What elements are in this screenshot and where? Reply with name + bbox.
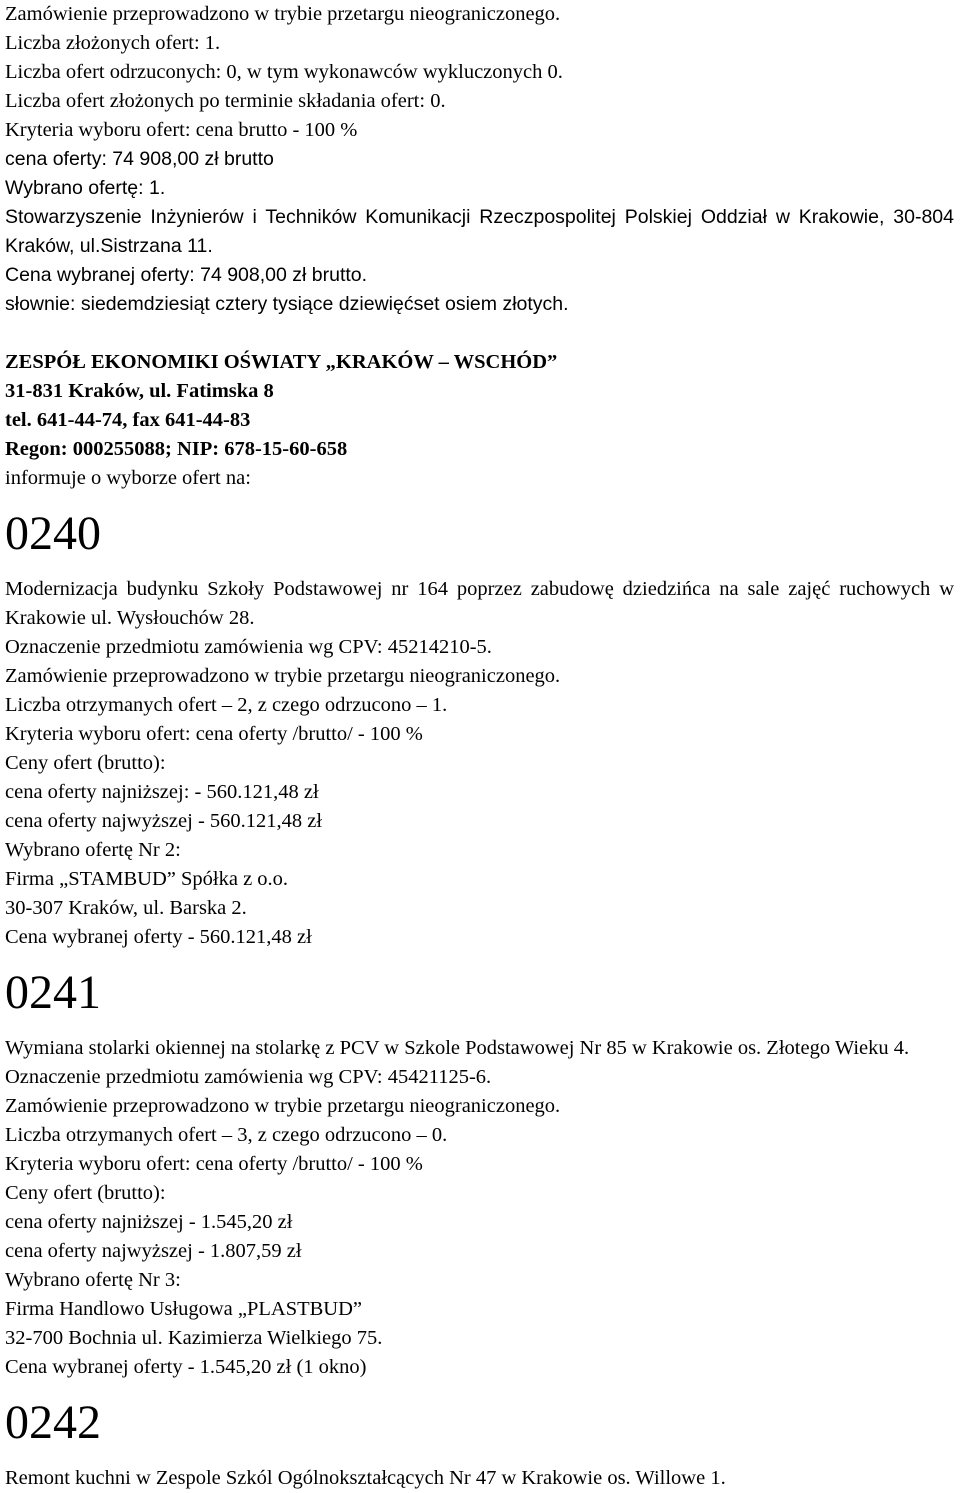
highest-price-line: cena oferty najwyższej - 1.807,59 zł bbox=[5, 1240, 302, 1262]
section-0242 bbox=[5, 1394, 954, 1493]
procedure-mode-line: Zamówienie przeprowadzono w trybie przetargu nieograniczonego. bbox=[5, 3, 561, 25]
prices-heading: Ceny ofert (brutto): bbox=[5, 752, 166, 774]
offers-rejected-line: Liczba ofert odrzuconych: 0, w tym wykonawców wykluczonych 0. bbox=[5, 61, 563, 83]
firm-address-line: 30-307 Kraków, ul. Barska 2. bbox=[5, 897, 247, 919]
procedure-mode-line: Zamówienie przeprowadzono w trybie przetargu nieograniczonego. bbox=[5, 665, 561, 687]
section-number: 0241 bbox=[5, 966, 101, 1019]
criteria-line: Kryteria wyboru ofert: cena oferty /brutto/ - 100 % bbox=[5, 723, 423, 745]
cpv-line: Oznaczenie przedmiotu zamówienia wg CPV: 45421125-6. bbox=[5, 1066, 492, 1088]
intro-line: informuje o wyborze ofert na: bbox=[5, 467, 251, 489]
spacer bbox=[5, 1382, 954, 1394]
section-title: Modernizacja budynku Szkoły Podstawowej nr 164 poprzez zabudowę dziedzińca na sale zajęć ruchowych w Krakowie ul. Wysłouchów 28. bbox=[5, 578, 954, 629]
lowest-price-line: cena oferty najniższej: - 560.121,48 zł bbox=[5, 781, 319, 803]
procedure-mode-line: Zamówienie przeprowadzono w trybie przetargu nieograniczonego. bbox=[5, 1095, 561, 1117]
organization-regon-nip: Regon: 000255088; NIP: 678-15-60-658 bbox=[5, 438, 348, 460]
section-title: Remont kuchni w Zespole Szkól Ogólnokształcących Nr 47 w Krakowie os. Willowe 1. bbox=[5, 1467, 726, 1489]
criteria-line: Kryteria wyboru ofert: cena brutto - 100 % bbox=[5, 119, 358, 141]
spacer bbox=[5, 952, 954, 964]
offers-count-line: Liczba otrzymanych ofert – 3, z czego odrzucono – 0. bbox=[5, 1124, 448, 1146]
criteria-line: Kryteria wyboru ofert: cena oferty /brutto/ - 100 % bbox=[5, 1153, 423, 1175]
chosen-contractor-line: Stowarzyszenie Inżynierów i Techników Komunikacji Rzeczpospolitej Polskiej Oddział w Krakowie, 30-804 Kraków, ul.Sistrzana 11. bbox=[5, 206, 954, 257]
organization-name: ZESPÓŁ EKONOMIKI OŚWIATY „KRAKÓW – WSCHÓD” bbox=[5, 351, 558, 373]
cpv-line: Oznaczenie przedmiotu zamówienia wg CPV: 45214210-5. bbox=[5, 636, 492, 658]
organization-phone: tel. 641-44-74, fax 641-44-83 bbox=[5, 409, 251, 431]
prices-heading: Ceny ofert (brutto): bbox=[5, 1182, 166, 1204]
chosen-price-line: Cena wybranej oferty: 74 908,00 zł brutto. bbox=[5, 264, 368, 286]
late-offers-line: Liczba ofert złożonych po terminie składania ofert: 0. bbox=[5, 90, 446, 112]
spacer bbox=[5, 1452, 954, 1464]
chosen-offer-line: Wybrano ofertę: 1. bbox=[5, 177, 166, 199]
chosen-price-line: Cena wybranej oferty - 560.121,48 zł bbox=[5, 926, 312, 948]
offers-submitted-line: Liczba złożonych ofert: 1. bbox=[5, 32, 221, 54]
section-0241 bbox=[5, 964, 954, 1382]
chosen-price-line: Cena wybranej oferty - 1.545,20 zł (1 okno) bbox=[5, 1356, 367, 1378]
section-0240 bbox=[5, 505, 954, 952]
lowest-price-line: cena oferty najniższej - 1.545,20 zł bbox=[5, 1211, 293, 1233]
firm-address-line: 32-700 Bochnia ul. Kazimierza Wielkiego 75. bbox=[5, 1327, 383, 1349]
highest-price-line: cena oferty najwyższej - 560.121,48 zł bbox=[5, 810, 323, 832]
offers-count-line: Liczba otrzymanych ofert – 2, z czego odrzucono – 1. bbox=[5, 694, 448, 716]
section-number: 0240 bbox=[5, 507, 101, 560]
spacer bbox=[5, 493, 954, 505]
offer-price-line: cena oferty: 74 908,00 zł brutto bbox=[5, 148, 274, 170]
chosen-offer-line: Wybrano ofertę Nr 3: bbox=[5, 1269, 181, 1291]
chosen-offer-line: Wybrano ofertę Nr 2: bbox=[5, 839, 181, 861]
firm-name-line: Firma „STAMBUD” Spółka z o.o. bbox=[5, 868, 289, 890]
section-title: Wymiana stolarki okiennej na stolarkę z PCV w Szkole Podstawowej Nr 85 w Krakowie os. Złotego Wieku 4. bbox=[5, 1037, 910, 1059]
organization-header bbox=[5, 348, 954, 493]
spacer bbox=[5, 563, 954, 575]
firm-name-line: Firma Handlowo Usługowa „PLASTBUD” bbox=[5, 1298, 363, 1320]
spacer bbox=[5, 1022, 954, 1034]
section-number: 0242 bbox=[5, 1396, 101, 1449]
spacer bbox=[5, 319, 954, 348]
previous-section-tail bbox=[5, 0, 954, 319]
price-in-words-line: słownie: siedemdziesiąt cztery tysiące dziewięćset osiem złotych. bbox=[5, 293, 569, 315]
organization-address: 31-831 Kraków, ul. Fatimska 8 bbox=[5, 380, 274, 402]
